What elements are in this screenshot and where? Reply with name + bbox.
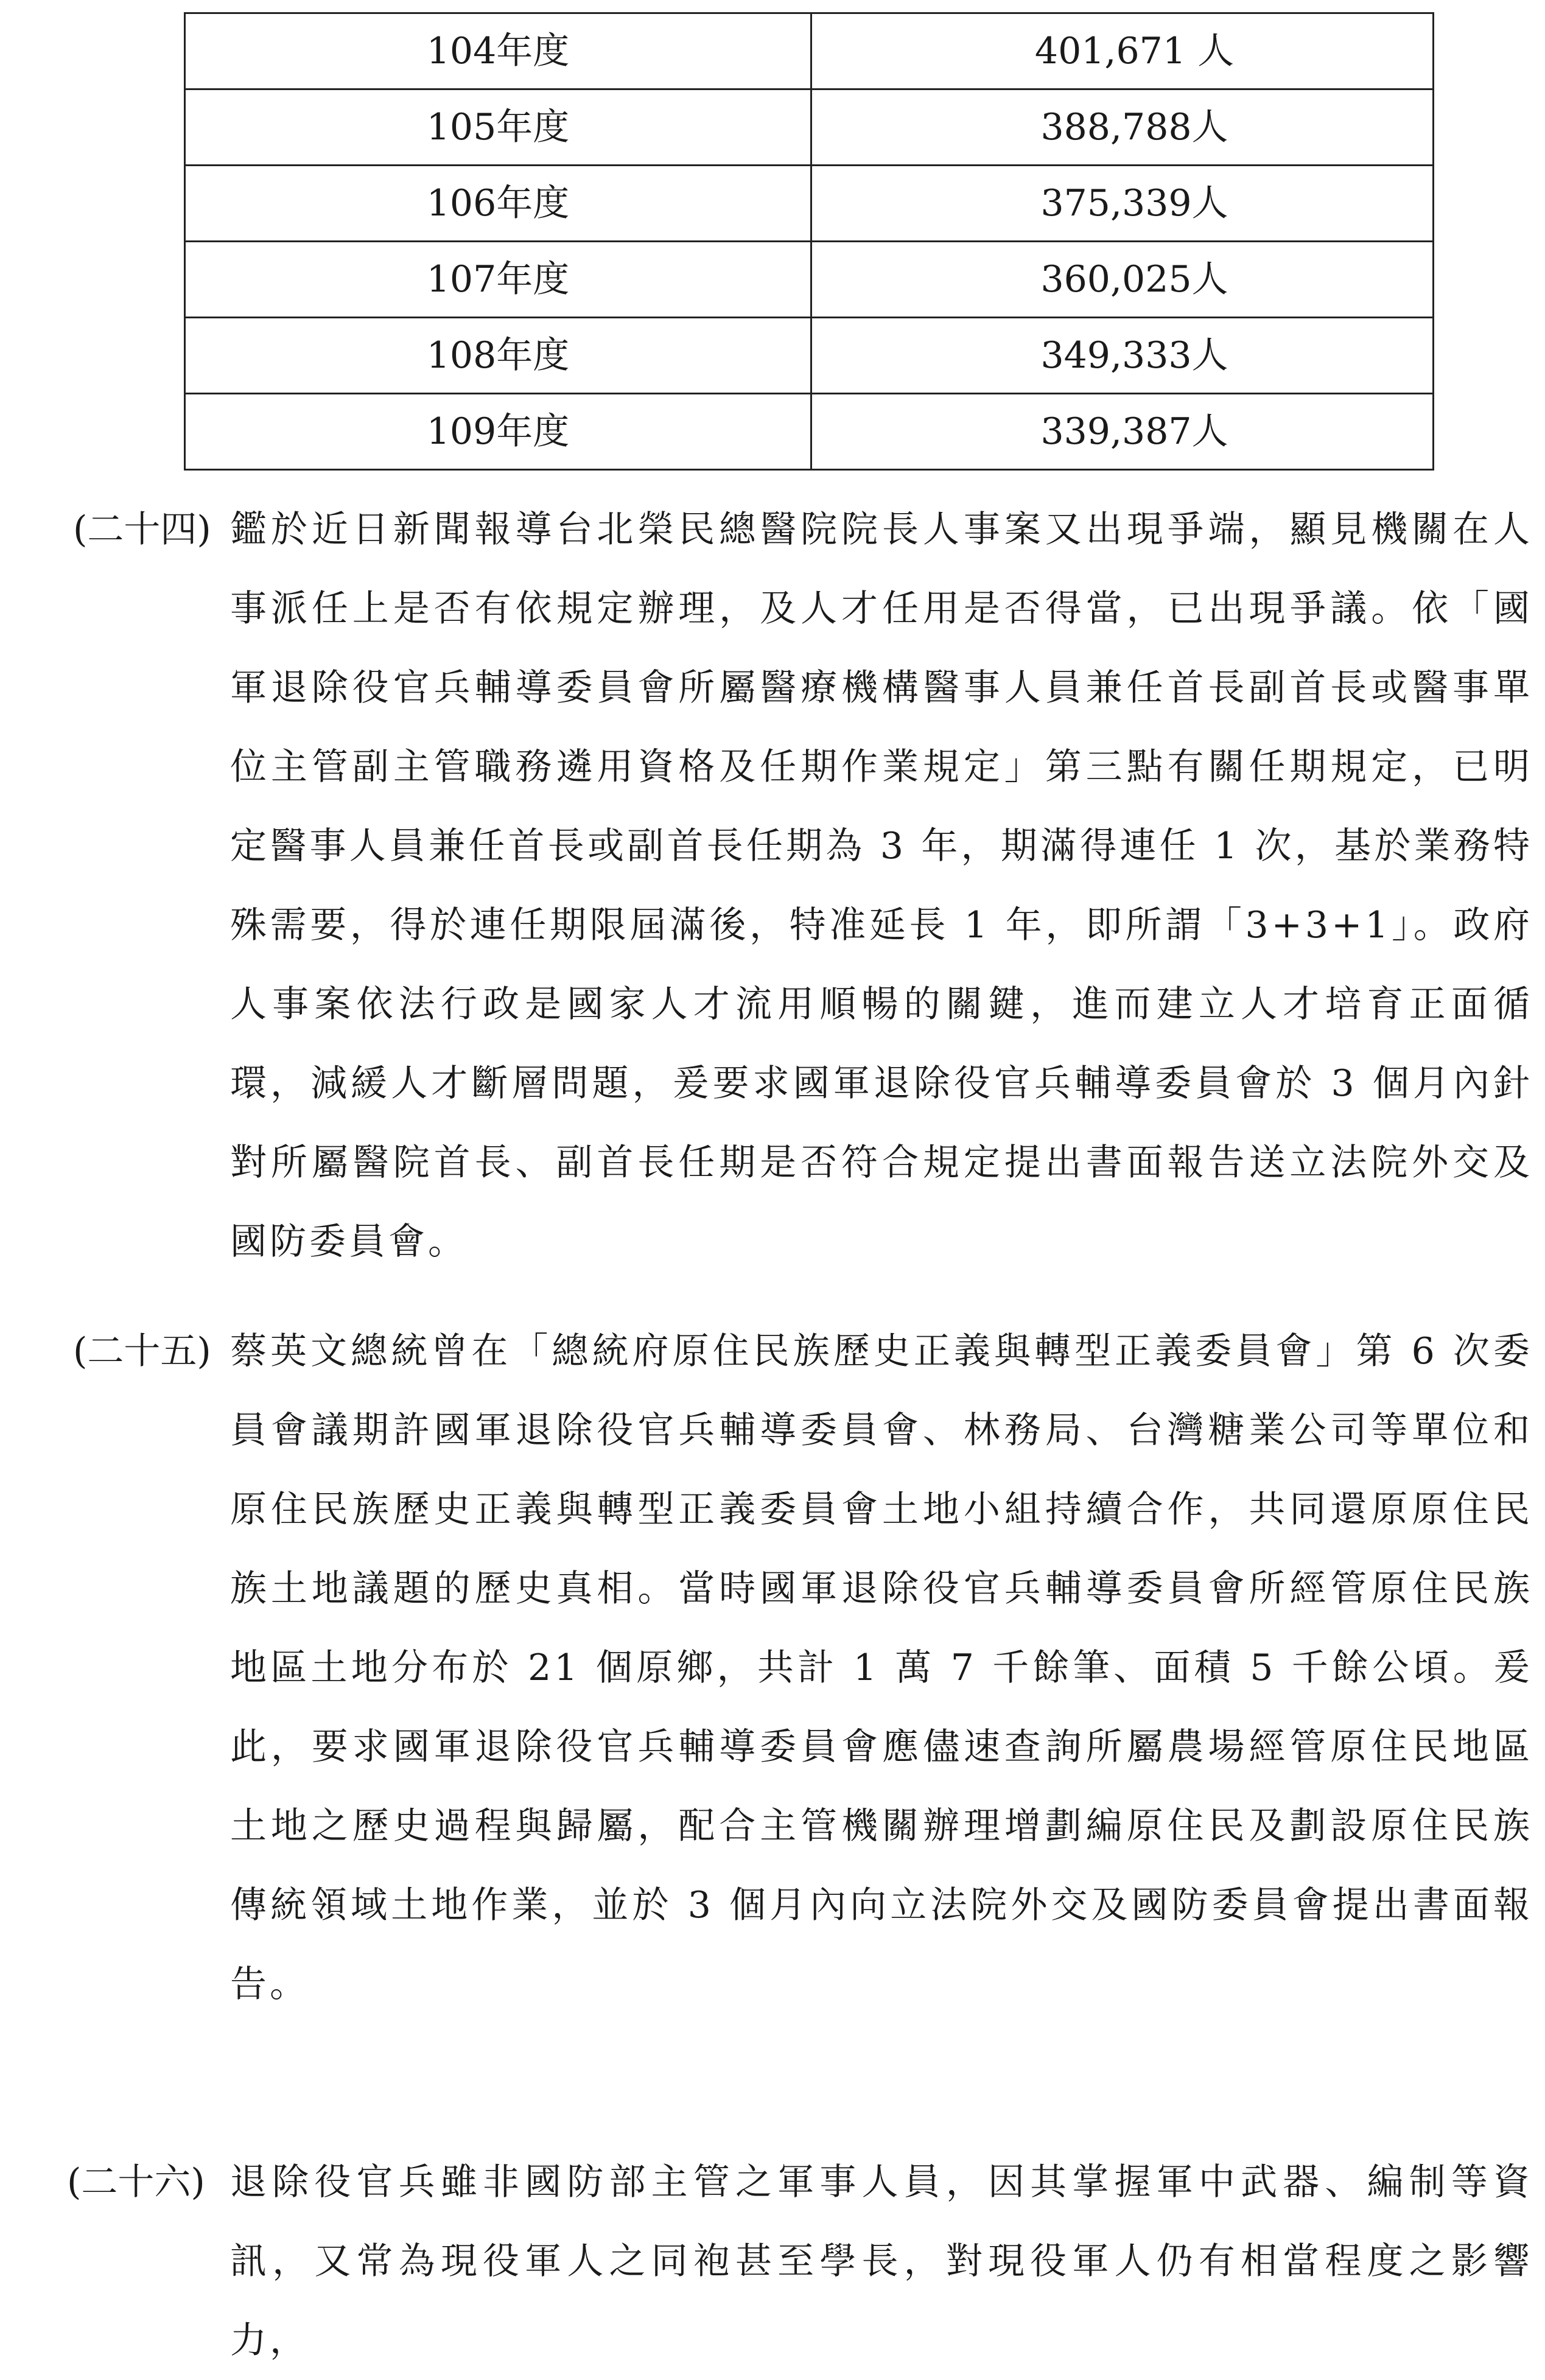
count-cell: 388,788人 xyxy=(811,89,1434,166)
year-cell: 108年度 xyxy=(185,318,811,394)
count-cell: 375,339人 xyxy=(811,166,1434,242)
year-cell: 105年度 xyxy=(185,89,811,166)
count-cell: 401,671 人 xyxy=(811,13,1434,89)
table-row xyxy=(185,394,1434,470)
item-number: (二十四) xyxy=(73,508,211,551)
year-cell: 106年度 xyxy=(185,166,811,242)
table-row xyxy=(185,318,1434,394)
year-cell: 107年度 xyxy=(185,242,811,318)
table-row xyxy=(185,242,1434,318)
table-row xyxy=(185,166,1434,242)
yearly-count-table xyxy=(184,12,1434,471)
count-cell: 360,025人 xyxy=(811,242,1434,318)
table-row xyxy=(185,89,1434,166)
item-paragraph: 退除役官兵雖非國防部主管之軍事人員，因其掌握軍中武器、編制等資訊，又常為現役軍人之同袍甚至學長，對現役軍人仍有相當程度之影響力， xyxy=(230,2161,1533,2362)
item-number: (二十五) xyxy=(73,1330,211,1373)
year-cell: 104年度 xyxy=(185,13,811,89)
item-paragraph: 鑑於近日新聞報導台北榮民總醫院院長人事案又出現爭端，顯見機關在人事派任上是否有依規定辦理，及人才任用是否得當，已出現爭議。依「國軍退除役官兵輔導委員會所屬醫療機構醫事人員兼任首長副首長或醫事單位主管副主管職務遴用資格及任期作業規定」第三點有關任期規定，已明定醫事人員兼任首長或副首長任期為 3 年，期滿得連任 1 次，基於業務特殊需要，得於連任期限屆滿後，特准延長 1 年，即所謂「3+3+1」。政府人事案依法行政是國家人才流用順暢的關鍵，進而建立人才培育正面循環，減緩人才斷層問題，爰要求國軍退除役官兵輔導委員會於 3 個月內針對所屬醫院首長、副首長任期是否符合規定提出書面報告送立法院外交及國防委員會。 xyxy=(230,508,1533,1263)
count-cell: 349,333人 xyxy=(811,318,1434,394)
item-number: (二十六) xyxy=(67,2161,205,2203)
year-cell: 109年度 xyxy=(185,394,811,470)
count-cell: 339,387人 xyxy=(811,394,1434,470)
item-paragraph: 蔡英文總統曾在「總統府原住民族歷史正義與轉型正義委員會」第 6 次委員會議期許國軍退除役官兵輔導委員會、林務局、台灣糖業公司等單位和原住民族歷史正義與轉型正義委員會土地小組持續合作，共同還原原住民族土地議題的歷史真相。當時國軍退除役官兵輔導委員會所經管原住民族地區土地分布於 21 個原鄉，共計 1 萬 7 千餘筆、面積 5 千餘公頃。爰此，要求國軍退除役官兵輔導委員會應儘速查詢所屬農場經管原住民地區土地之歷史過程與歸屬，配合主管機關辦理增劃編原住民及劃設原住民族傳統領域土地作業，並於 3 個月內向立法院外交及國防委員會提出書面報告。 xyxy=(230,1330,1533,2006)
table-row xyxy=(185,13,1434,89)
